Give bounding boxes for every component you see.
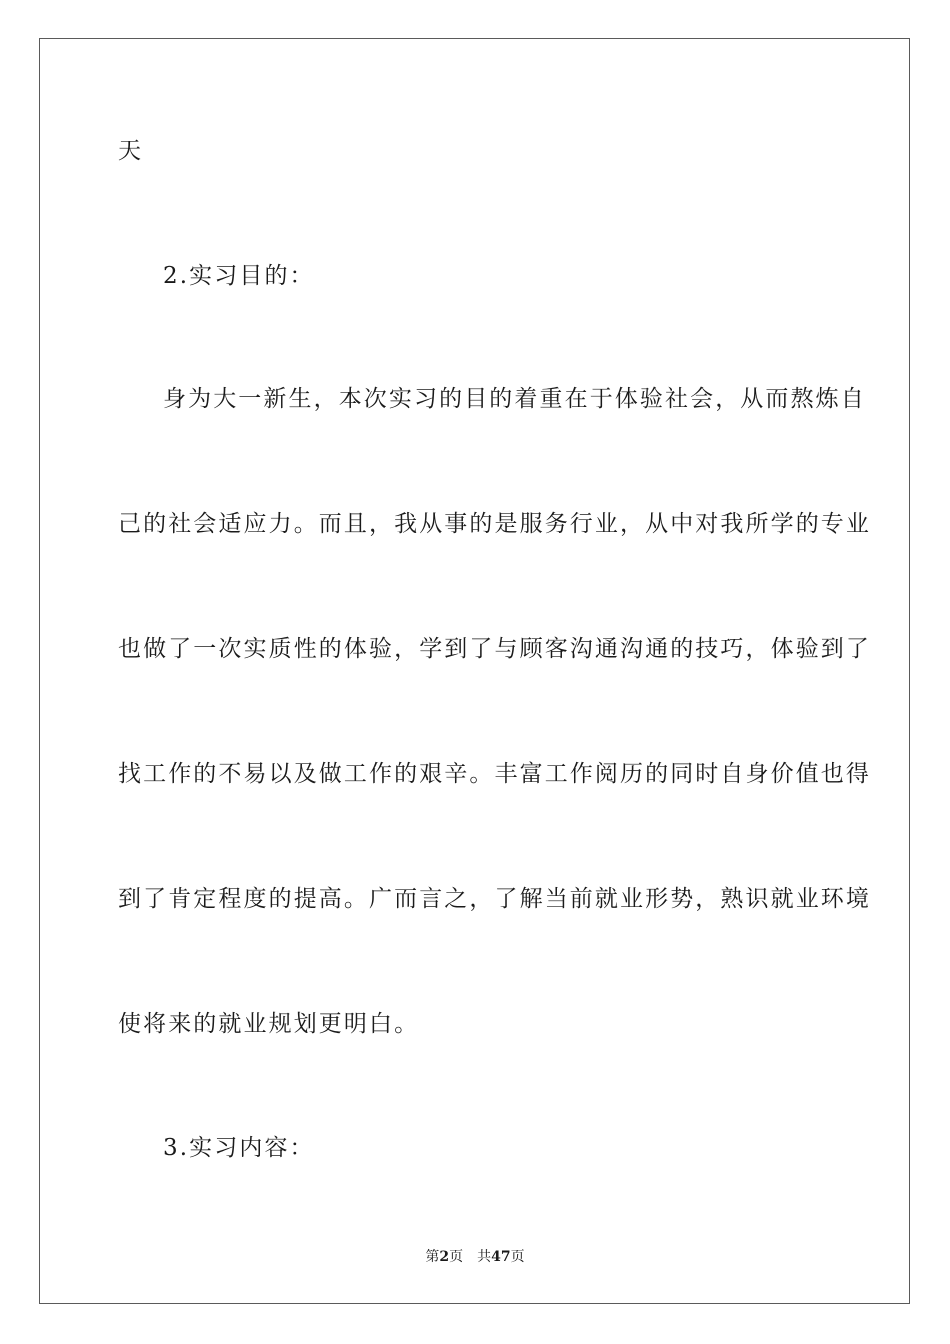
section-heading-purpose: 2.实习目的： bbox=[163, 263, 315, 289]
text-line-8: 使将来的就业规划更明白。 bbox=[118, 1011, 420, 1037]
footer-page-number: 2 bbox=[439, 1249, 450, 1265]
text-line-1: 天 bbox=[118, 138, 144, 164]
page-border bbox=[39, 38, 910, 1304]
text-line-6: 找工作的不易以及做工作的艰辛。丰富工作阅历的同时自身价值也得 bbox=[118, 761, 871, 787]
text-line-3: 身为大一新生，本次实习的目的着重在于体验社会，从而熬炼自 bbox=[163, 386, 866, 412]
footer-total-suffix: 页 bbox=[510, 1249, 525, 1265]
footer-total-prefix: 共 bbox=[477, 1249, 492, 1265]
text-line-5: 也做了一次实质性的体验，学到了与顾客沟通沟通的技巧，体验到了 bbox=[118, 636, 871, 662]
text-line-7: 到了肯定程度的提高。广而言之，了解当前就业形势，熟识就业环境 bbox=[118, 886, 871, 912]
footer-page-suffix: 页 bbox=[449, 1249, 464, 1265]
footer-page-prefix: 第 bbox=[425, 1249, 440, 1265]
text-line-4: 己的社会适应力。而且，我从事的是服务行业，从中对我所学的专业 bbox=[118, 511, 871, 537]
section-heading-content: 3.实习内容： bbox=[163, 1135, 315, 1161]
footer-total-pages: 47 bbox=[491, 1249, 511, 1265]
page-footer bbox=[0, 1248, 950, 1266]
